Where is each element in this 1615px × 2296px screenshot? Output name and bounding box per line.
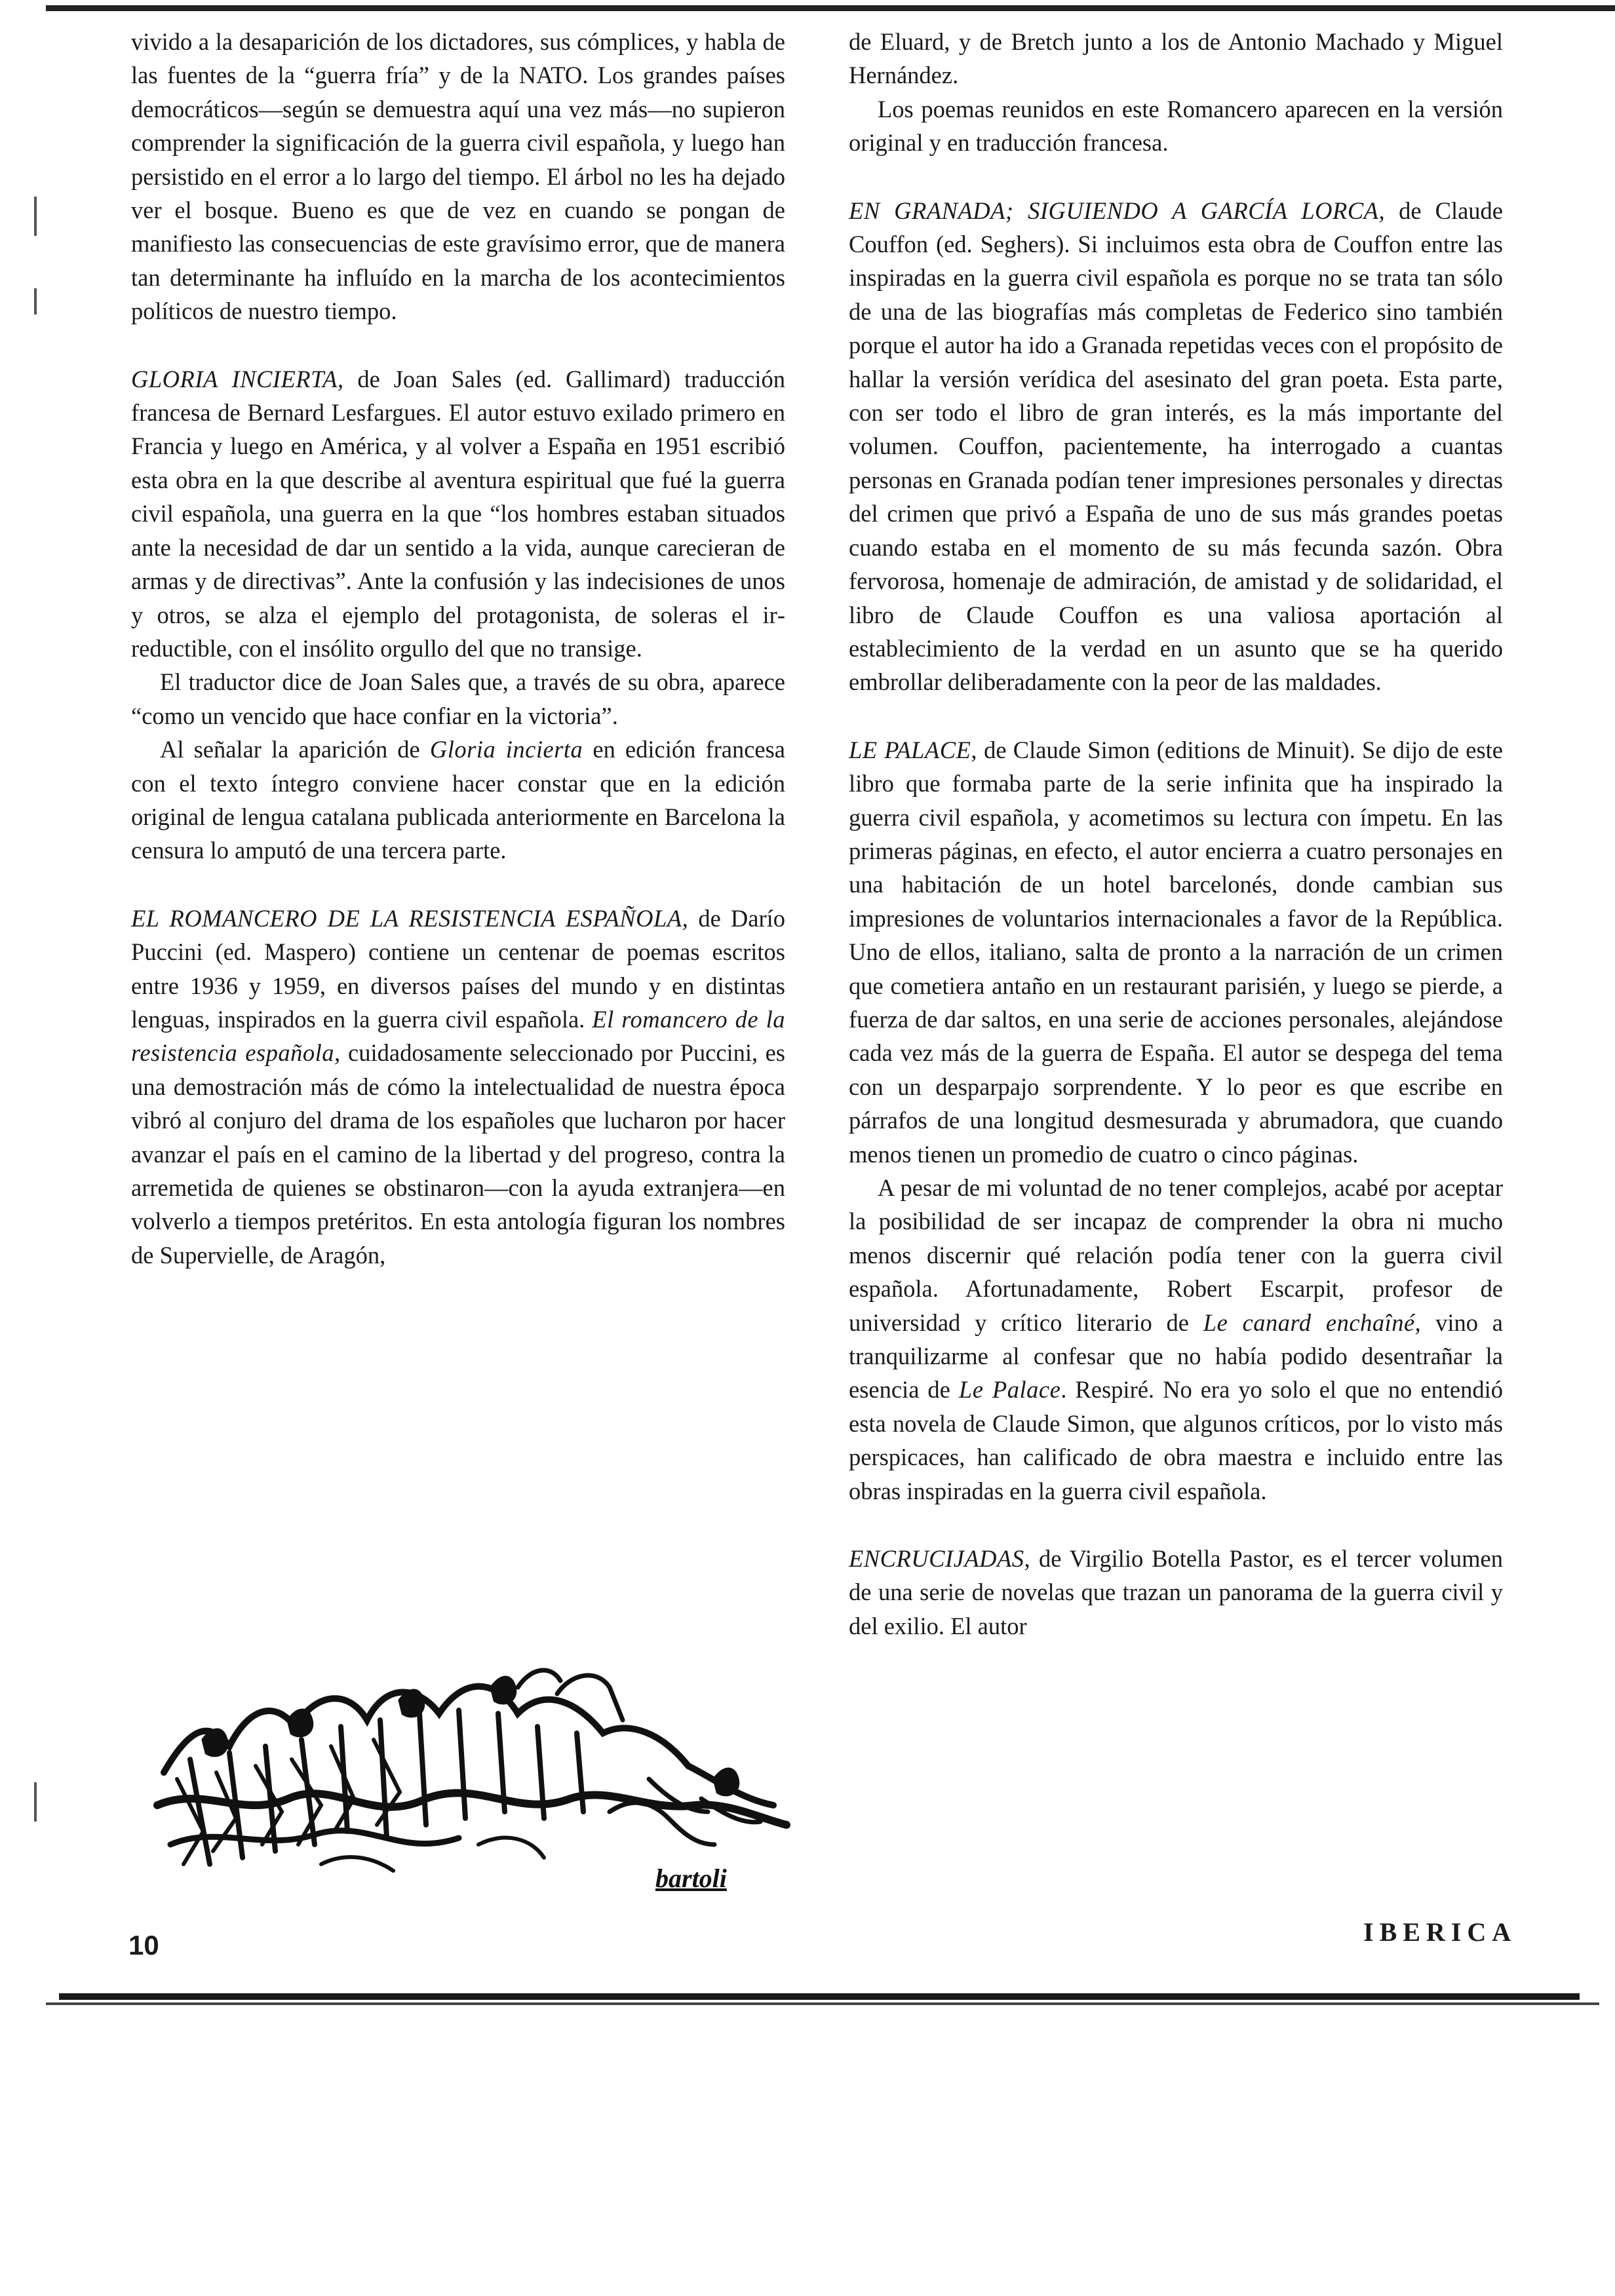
- ink-sketch-illustration: [151, 1648, 793, 1897]
- granada-paragraph: EN GRANADA; SIGUIENDO A GARCÍA LORCA, de Claude Couffon (ed. Seghers). Si incluimos esta obra de Couffon entre las inspiradas en la guerra civil española es porque no se trata tan sólo de una de las biografías más completas de Federico sino también porque el autor ha ido a Granada repetidas veces con el propósito de hallar la versión verídica del asesinato del gran poeta. Esta parte, con ser todo el libro de gran interés, es la más importante del volumen. Couffon, pacientemente, ha interrogado a cuantas personas en Granada podían tener impresiones personales y directas del crimen que privó a España de uno de sus más grandes poetas cuando estaba en el momento de su más fecunda sazón. Obra fervorosa, homenaje de admiración, de amistad y de solidaridad, el libro de Claude Couffon es una valiosa aportación al establecimiento de la verdad en un asunto que se ha querido embrollar deliberadamente con la peor de las maldades.: [849, 197, 1504, 696]
- right-column: [849, 25, 1503, 1643]
- gloria-title: GLORIA INCIERTA,: [131, 365, 344, 392]
- gloria-paragraph-3: Al señalar la aparición de Gloria incierta en edición francesa con el texto íntegro conviene hacer constar que en la edición original de lengua catalana publicada anteriormente en Barcelona la censura lo amputó de una tercera parte.: [131, 736, 786, 864]
- gloria-paragraph-2: El traductor dice de Joan Sales que, a través de su obra, aparece “como un vencido que hace confiar en la victoria”.: [131, 668, 785, 729]
- scan-edge-mark: [34, 288, 37, 315]
- gloria-paragraph-1: GLORIA INCIERTA, de Joan Sales (ed. Gallimard) traducción francesa de Bernard Lesfargues. El autor estuvo exilado primero en Francia y luego en América, y al volver a España en 1951 escribió esta obra en la que describe al aventura espiritual que fué la guerra civil española, una guerra en la que “los hombres estaban situados ante la necesidad de dar un sentido a la vida, aunque carecieran de armas y de directivas”. Ante la confusión y las indecisiones de unos y otros, se alza el ejemplo del protagonista, de soleras el irreductible, con el insólito orgullo del que no transige.: [131, 365, 785, 662]
- page-number: 10: [128, 1930, 159, 1961]
- artist-signature: bartoli: [655, 1864, 727, 1893]
- bottom-rule-thin: [46, 2002, 1599, 2005]
- scan-edge-mark: [34, 197, 37, 236]
- palace-paragraph-2: A pesar de mi voluntad de no tener complejos, acabé por aceptar la posibilidad de ser incapaz de comprender la obra ni mucho menos discernir qué relación podía tener con la guerra civil española. Afortunadamente, Robert Escarpit, profesor de universidad y crítico literario de Le canard enchaîné, vino a tranquilizarme al confesar que no había podido desentrañar la esencia de Le Palace. Respiré. No era yo solo el que no entendió esta novela de Claude Simon, que algunos críticos, por lo visto más perspicaces, han calificado de obra maestra e incluido entre las obras inspiradas en la guerra civil española.: [849, 1174, 1503, 1504]
- granada-title: EN GRANADA; SIGUIENDO A GARCÍA LORCA,: [849, 197, 1386, 224]
- romancero-continuation-2: Los poemas reunidos en este Romancero aparecen en la versión original y en traducción francesa.: [849, 95, 1503, 157]
- encrucijadas-title: ENCRUCIJADAS,: [849, 1545, 1031, 1573]
- palace-title: LE PALACE,: [849, 736, 977, 763]
- intro-paragraph: vivido a la desaparición de los dictadores, sus cómplices, y habla de las fuentes de la “guerra fría” y de la NATO. Los grandes países democráticos—según se demuestra aquí una vez más—no supieron comprender la significación de la guerra civil española, y luego han persistido en el error a lo largo del tiempo. El árbol no les ha dejado ver el bosque. Bueno es que de vez en cuando se pongan de manifiesto las consecuencias de este gravísimo error, que de manera tan determinante ha influído en la marcha de los acontecimientos políticos de nuestro tiempo.: [131, 28, 785, 325]
- encrucijadas-paragraph: ENCRUCIJADAS, de Virgilio Botella Pastor, es el tercer volumen de una serie de novelas que trazan un panorama de la guerra civil y del exilio. El autor: [849, 1545, 1503, 1639]
- top-rule: [46, 5, 1615, 11]
- romancero-continuation: de Eluard, y de Bretch junto a los de Antonio Machado y Miguel Hernández.: [849, 28, 1503, 89]
- romancero-title: EL ROMANCERO DE LA RESISTENCIA ESPAÑOLA,: [131, 904, 689, 932]
- magazine-name: IBERICA: [1363, 1917, 1517, 1947]
- romancero-paragraph: EL ROMANCERO DE LA RESISTENCIA ESPAÑOLA, de Darío Puccini (ed. Maspero) contiene un centenar de poemas escritos entre 1936 y 1959, en diversos países del mundo y en distintas lenguas, inspirados en la guerra civil española. El romancero de la resistencia española, cuidadosamente seleccionado por Puccini, es una demostración más de cómo la intelectualidad de nuestra época vibró al conjuro del drama de los españoles que lucharon por hacer avanzar el país en el camino de la libertad y del progreso, contra la arremetida de quienes se obstinaron—con la ayuda extranjera—en volverlo a tiempos pretéritos. En esta antología figuran los nombres de Supervielle, de Aragón,: [131, 904, 785, 1269]
- left-column: [131, 25, 785, 1272]
- scan-edge-mark: [34, 1782, 37, 1822]
- bottom-rule: [59, 1993, 1580, 2000]
- palace-paragraph-1: LE PALACE, de Claude Simon (editions de Minuit). Se dijo de este libro que formaba parte de la serie infinita que ha inspirado la guerra civil española, y acometimos su lectura con ímpetu. En las primeras páginas, en efecto, el autor encierra a cuatro personajes en una habitación de un hotel barcelonés, donde cambian sus impresiones de voluntarios internacionales a favor de la República. Uno de ellos, italiano, salta de pronto a la narración de un crimen que cometiera antaño en un restaurant parisién, y luego se pierde, a fuerza de dar saltos, en una serie de acciones personales, alejándose cada vez más de la guerra de España. El autor se despega del tema con un desparpajo sorprendente. Y lo peor es que escribe en párrafos de una longitud desmesurada y abrumadora, que cuando menos tienen un promedio de cuatro o cinco páginas.: [849, 736, 1503, 1168]
